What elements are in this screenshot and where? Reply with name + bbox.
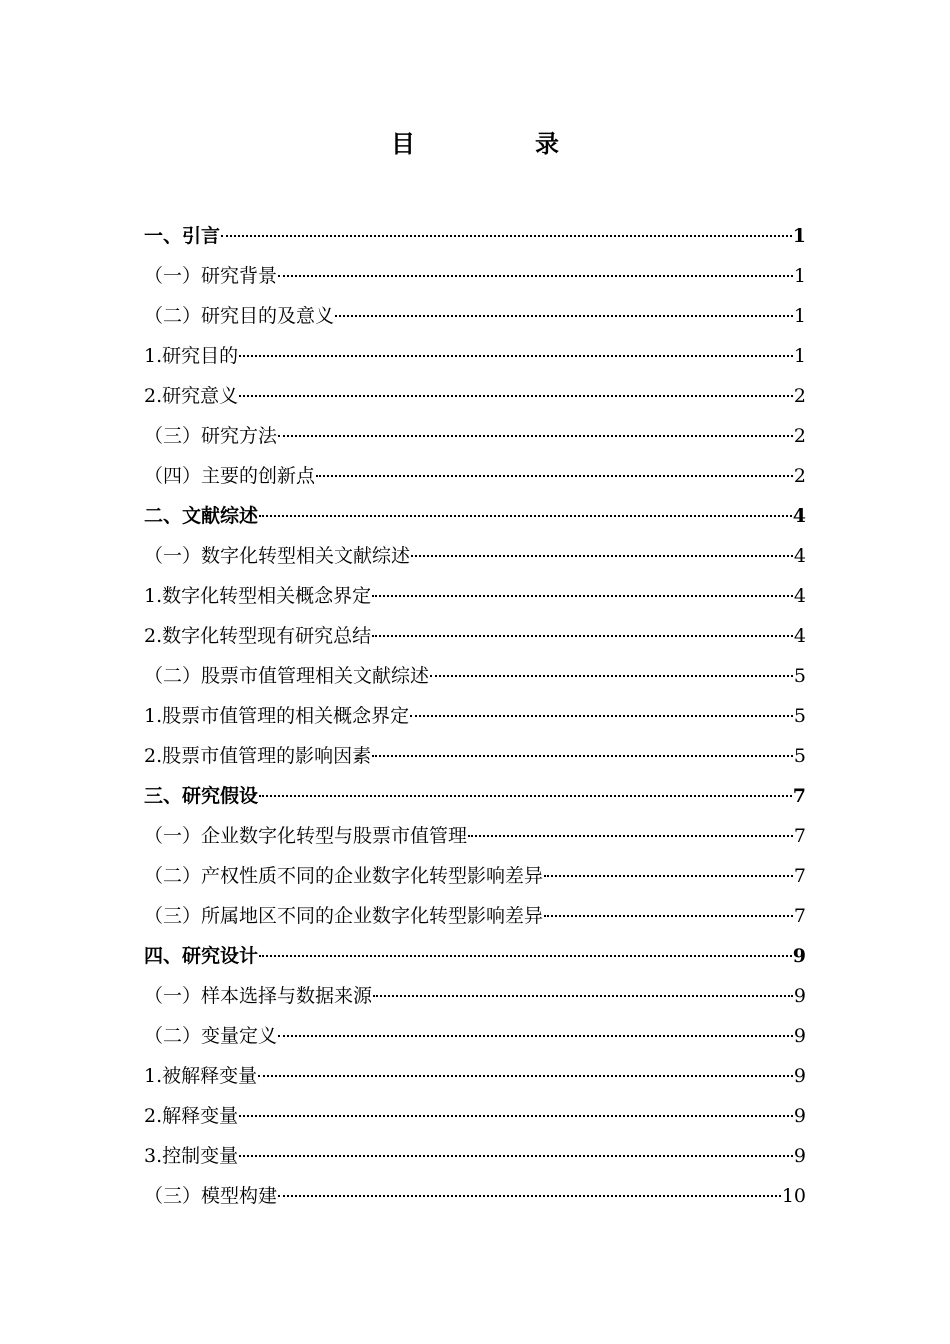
- toc-dot-leader: [410, 714, 793, 717]
- toc-entry[interactable]: [144, 456, 806, 496]
- toc-entry-label: 三、研究假设: [144, 785, 259, 807]
- toc-dot-leader: [544, 874, 793, 877]
- toc-entry[interactable]: [144, 416, 806, 456]
- toc-dot-leader: [239, 394, 793, 397]
- toc-entry-page-number: 5: [793, 705, 806, 727]
- toc-entry[interactable]: [144, 1096, 806, 1136]
- toc-entry-page-number: 2: [793, 425, 806, 447]
- toc-dot-leader: [239, 1114, 793, 1117]
- toc-entry-page-number: 2: [793, 465, 806, 487]
- toc-entry-page-number: 2: [793, 385, 806, 407]
- toc-entry[interactable]: [144, 776, 806, 816]
- toc-entry[interactable]: [144, 576, 806, 616]
- toc-entry[interactable]: [144, 936, 806, 976]
- toc-dot-leader: [335, 314, 793, 317]
- toc-entry-page-number: 4: [793, 625, 806, 647]
- toc-entry-label: （二）股票市值管理相关文献综述: [144, 665, 430, 687]
- toc-entry-label: 1.股票市值管理的相关概念界定: [144, 705, 410, 727]
- toc-entry[interactable]: [144, 1056, 806, 1096]
- toc-entry-label: （一）样本选择与数据来源: [144, 985, 373, 1007]
- toc-entry-page-number: 4: [793, 585, 806, 607]
- toc-dot-leader: [544, 914, 793, 917]
- toc-dot-leader: [372, 754, 793, 757]
- toc-entry-label: 2.研究意义: [144, 385, 239, 407]
- toc-entry[interactable]: [144, 296, 806, 336]
- toc-entry-page-number: 9: [793, 985, 806, 1007]
- toc-entry[interactable]: [144, 656, 806, 696]
- toc-dot-leader: [221, 234, 792, 237]
- toc-entry[interactable]: [144, 536, 806, 576]
- toc-entry-label: （四）主要的创新点: [144, 465, 316, 487]
- toc-entry-label: 一、引言: [144, 225, 221, 247]
- toc-entry[interactable]: [144, 256, 806, 296]
- toc-entry-page-number: 9: [793, 1145, 806, 1167]
- toc-entry-label: （一）企业数字化转型与股票市值管理: [144, 825, 468, 847]
- toc-entry[interactable]: [144, 736, 806, 776]
- toc-entry-page-number: 4: [792, 505, 806, 527]
- toc-entry-page-number: 7: [793, 905, 806, 927]
- toc-entry[interactable]: [144, 976, 806, 1016]
- toc-dot-leader: [430, 674, 793, 677]
- toc-entry-label: （三）所属地区不同的企业数字化转型影响差异: [144, 905, 544, 927]
- toc-dot-leader: [239, 1154, 793, 1157]
- toc-entry-label: （二）产权性质不同的企业数字化转型影响差异: [144, 865, 544, 887]
- toc-dot-leader: [373, 994, 793, 997]
- toc-dot-leader: [411, 554, 793, 557]
- toc-entry[interactable]: [144, 856, 806, 896]
- toc-entry-label: 1.被解释变量: [144, 1065, 258, 1087]
- toc-entry-page-number: 7: [793, 825, 806, 847]
- toc-entry-label: （一）研究背景: [144, 265, 278, 287]
- toc-dot-leader: [278, 1194, 781, 1197]
- toc-dot-leader: [239, 354, 793, 357]
- toc-entry[interactable]: [144, 1176, 806, 1216]
- toc-dot-leader: [372, 594, 793, 597]
- toc-entry-page-number: 5: [793, 745, 806, 767]
- toc-entry-label: 2.数字化转型现有研究总结: [144, 625, 372, 647]
- toc-entry-page-number: 9: [793, 1105, 806, 1127]
- toc-dot-leader: [278, 434, 793, 437]
- toc-entry[interactable]: [144, 696, 806, 736]
- toc-entry[interactable]: [144, 336, 806, 376]
- toc-entry-label: 二、文献综述: [144, 505, 259, 527]
- toc-entry-label: （三）研究方法: [144, 425, 278, 447]
- toc-entry-page-number: 1: [793, 265, 806, 287]
- toc-entry-page-number: 1: [793, 305, 806, 327]
- toc-entry[interactable]: [144, 376, 806, 416]
- toc-entry-page-number: 5: [793, 665, 806, 687]
- toc-entry[interactable]: [144, 1016, 806, 1056]
- toc-entry-page-number: 9: [793, 1065, 806, 1087]
- toc-dot-leader: [372, 634, 793, 637]
- toc-entry-page-number: 4: [793, 545, 806, 567]
- toc-entry-label: 3.控制变量: [144, 1145, 239, 1167]
- table-of-contents: [144, 216, 806, 1216]
- toc-dot-leader: [278, 274, 793, 277]
- toc-dot-leader: [278, 1034, 793, 1037]
- toc-entry[interactable]: [144, 216, 806, 256]
- toc-entry-page-number: 9: [793, 1025, 806, 1047]
- toc-dot-leader: [258, 1074, 793, 1077]
- toc-entry-label: （三）模型构建: [144, 1185, 278, 1207]
- toc-entry[interactable]: [144, 616, 806, 656]
- toc-dot-leader: [316, 474, 793, 477]
- toc-entry-label: （二）研究目的及意义: [144, 305, 335, 327]
- toc-entry-label: 2.解释变量: [144, 1105, 239, 1127]
- toc-entry[interactable]: [144, 896, 806, 936]
- toc-entry-page-number: 1: [793, 345, 806, 367]
- toc-dot-leader: [468, 834, 793, 837]
- toc-entry-label: （一）数字化转型相关文献综述: [144, 545, 411, 567]
- toc-entry[interactable]: [144, 1136, 806, 1176]
- toc-entry-label: （二）变量定义: [144, 1025, 278, 1047]
- toc-entry-label: 1.研究目的: [144, 345, 239, 367]
- toc-dot-leader: [259, 794, 792, 797]
- toc-entry[interactable]: [144, 816, 806, 856]
- toc-entry-page-number: 10: [781, 1185, 806, 1207]
- toc-entry-page-number: 9: [792, 945, 806, 967]
- toc-entry-label: 2.股票市值管理的影响因素: [144, 745, 372, 767]
- toc-entry-label: 四、研究设计: [144, 945, 259, 967]
- toc-dot-leader: [259, 514, 792, 517]
- page-title: 目 录: [391, 129, 607, 158]
- toc-entry-page-number: 1: [792, 225, 806, 247]
- toc-entry-page-number: 7: [793, 865, 806, 887]
- toc-entry-page-number: 7: [792, 785, 806, 807]
- toc-dot-leader: [259, 954, 792, 957]
- toc-entry[interactable]: [144, 496, 806, 536]
- toc-entry-label: 1.数字化转型相关概念界定: [144, 585, 372, 607]
